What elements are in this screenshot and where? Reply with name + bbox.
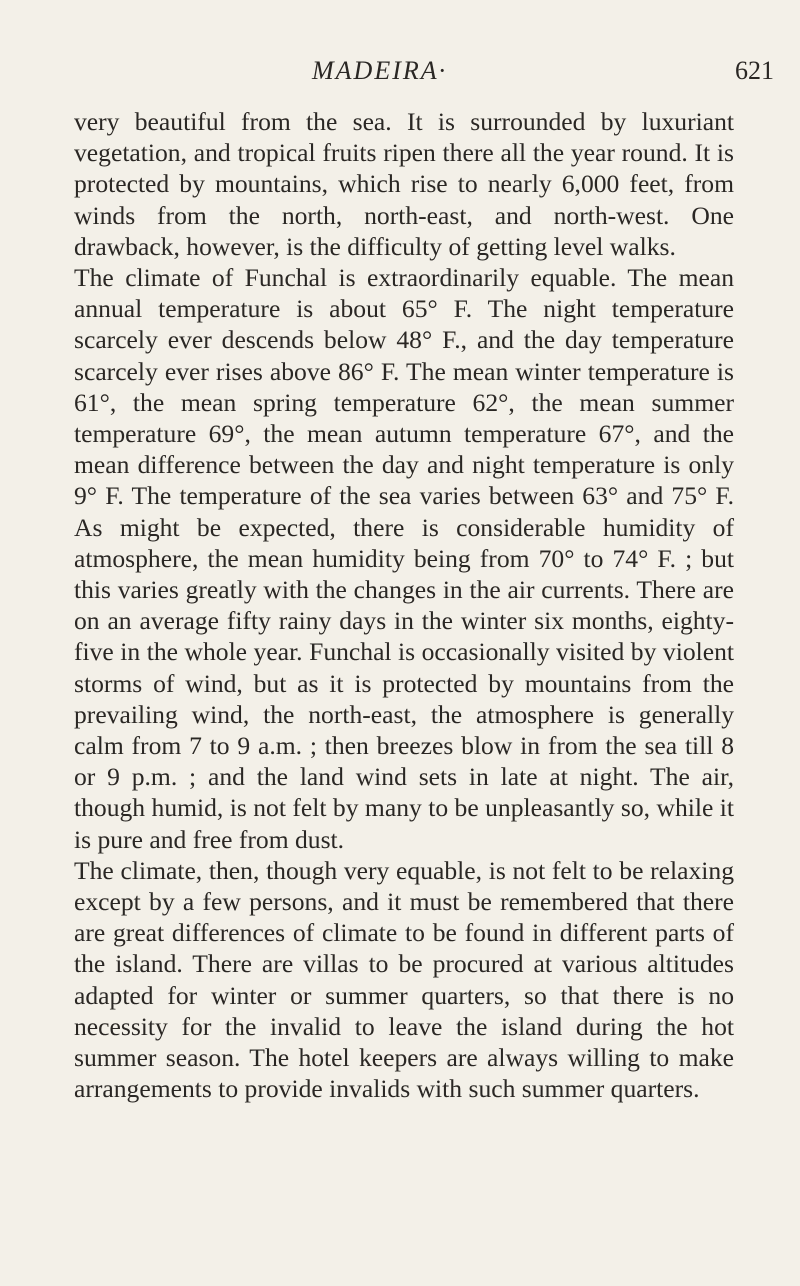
paragraph: The climate, then, though very equable, is not felt to be relaxing except by a few persons, and it must be remembered that there are great differences of climate to be found in different parts of the island. There are villas to be procured at various altitudes adapted for winter or summer quarters, so that there is no necessity for the invalid to leave the island during the hot summer season. The hotel keepers are always willing to make arrangements to provide invalids with such summer quarters.	[74, 855, 734, 1104]
paragraph: very beautiful from the sea. It is surrounded by luxuriant vegetation, and tropical fruits ripen there all the year round. It is protected by mountains, which rise to nearly 6,000 feet, from winds from the north, north-east, and north-west. One drawback, however, is the difficulty of getting level walks.	[74, 107, 734, 261]
running-title: MADEIRA·	[312, 56, 448, 85]
page-number: 621	[735, 56, 774, 85]
body-text	[74, 106, 734, 1105]
paragraph: The climate of Funchal is extraordinarily equable. The mean annual temperature is about 65° F. The night temperature scarcely ever descends below 48° F., and the day temperature scarcely ever rises above 86° F. The mean winter temperature is 61°, the mean spring temperature 62°, the mean summer temperature 69°, the mean autumn temperature 67°, and the mean difference between the day and night temperature is only 9° F. The temperature of the sea varies between 63° and 75° F. As might be expected, there is considerable humidity of atmosphere, the mean humidity being from 70° to 74° F. ; but this varies greatly with the changes in the air currents. There are on an average fifty rainy days in the winter six months, eighty-five in the whole year. Funchal is occasionally visited by violent storms of wind, but as it is protected by mountains from the prevailing wind, the north-east, the atmosphere is generally calm from 7 to 9 a.m. ; then breezes blow in from the sea till 8 or 9 p.m. ; and the land wind sets in late at night. The air, though humid, is not felt by many to be unpleasantly so, while it is pure and free from dust.	[74, 263, 734, 854]
page-header	[0, 56, 800, 96]
